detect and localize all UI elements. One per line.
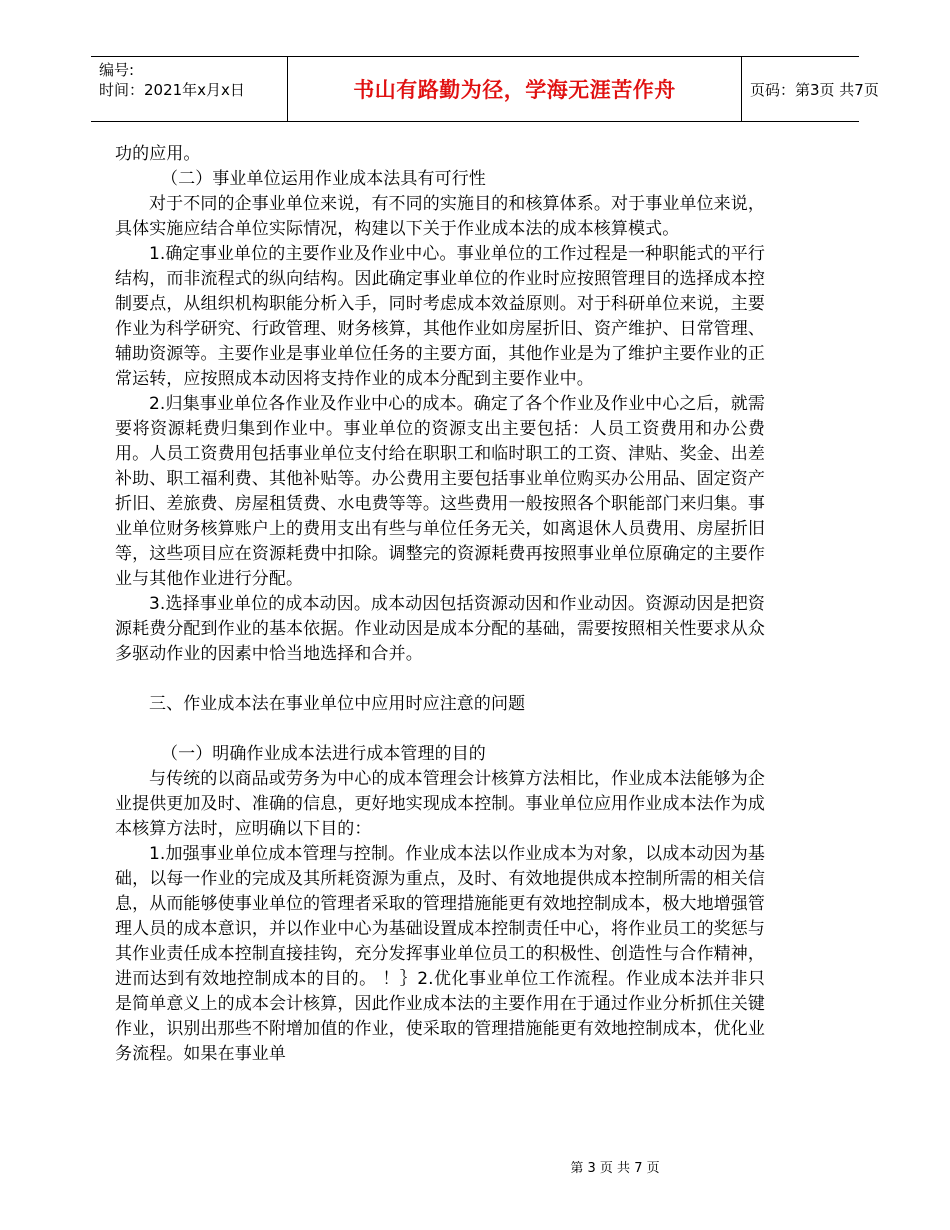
page-footer: 第 3 页 共 7 页	[570, 1161, 660, 1176]
body-paragraph: 对于不同的企事业单位来说，有不同的实施目的和核算体系。对于事业单位来说，具体实施应结合单位实际情况，构建以下关于作业成本法的成本核算模式。	[115, 194, 765, 239]
section-heading: （二）事业单位运用作业成本法具有可行性	[161, 169, 486, 189]
paragraph-spacer	[115, 667, 765, 692]
chapter-heading: 三、作业成本法在事业单位中应用时应注意的问题	[149, 694, 526, 714]
document-body	[115, 142, 765, 1067]
document-time-label: 时间：2021年x月x日	[99, 81, 245, 99]
section-heading: （一）明确作业成本法进行成本管理的目的	[161, 744, 486, 764]
body-paragraph: 与传统的以商品或劳务为中心的成本管理会计核算方法相比，作业成本法能够为企业提供更加及时、准确的信息，更好地实现成本控制。事业单位应用作业成本法作为成本核算方法时，应明确以下目的：	[115, 769, 765, 839]
body-paragraph: 3.选择事业单位的成本动因。成本动因包括资源动因和作业动因。资源动因是把资源耗费分配到作业的基本依据。作业动因是成本分配的基础，需要按照相关性要求从众多驱动作业的因素中恰当地选择和合并。	[115, 594, 765, 664]
body-paragraph: 功的应用。	[115, 144, 201, 164]
header-motto: 书山有路勤为径，学海无涯苦作舟	[287, 57, 742, 121]
header-page-info: 页码：第3页 共7页	[750, 80, 879, 99]
body-paragraph: 2.归集事业单位各作业及作业中心的成本。确定了各个作业及作业中心之后，就需要将资源耗费归集到作业中。事业单位的资源支出主要包括：人员工资费用和办公费用。人员工资费用包括事业单位支付给在职职工和临时职工的工资、津贴、奖金、出差补助、职工福利费、其他补贴等。办公费用主要包括事业单位购买办公用品、固定资产折旧、差旅费、房屋租赁费、水电费等等。这些费用一般按照各个职能部门来归集。事业单位财务核算账户上的费用支出有些与单位任务无关，如离退休人员费用、房屋折旧等，这些项目应在资源耗费中扣除。调整完的资源耗费再按照事业单位原确定的主要作业与其他作业进行分配。	[115, 394, 765, 589]
body-paragraph: 1.确定事业单位的主要作业及作业中心。事业单位的工作过程是一种职能式的平行结构，而非流程式的纵向结构。因此确定事业单位的作业时应按照管理目的选择成本控制要点，从组织机构职能分析入手，同时考虑成本效益原则。对于科研单位来说，主要作业为科学研究、行政管理、财务核算，其他作业如房屋折旧、资产维护、日常管理、辅助资源等。主要作业是事业单位任务的主要方面，其他作业是为了维护主要作业的正常运转，应按照成本动因将支持作业的成本分配到主要作业中。	[115, 244, 765, 389]
body-paragraph: 1.加强事业单位成本管理与控制。作业成本法以作业成本为对象，以成本动因为基础，以每一作业的完成及其所耗资源为重点，及时、有效地提供成本控制所需的相关信息，从而能够使事业单位的管理者采取的管理措施能更有效地控制成本，极大地增强管理人员的成本意识，并以作业中心为基础设置成本控制责任中心，将作业员工的奖惩与其作业责任成本控制直接挂钩，充分发挥事业单位员工的积极性、创造性与合作精神，进而达到有效地控制成本的目的。 ！｝2.优化事业单位工作流程。作业成本法并非只是简单意义上的成本会计核算，因此作业成本法的主要作用在于通过作业分析抓住关键作业，识别出那些不附增加值的作业，使采取的管理措施能更有效地控制成本，优化业务流程。如果在事业单	[115, 844, 765, 1064]
document-number-label: 编号:	[99, 61, 135, 79]
header-left-cell	[91, 57, 287, 121]
paragraph-spacer	[115, 717, 765, 742]
page-header	[91, 56, 879, 122]
